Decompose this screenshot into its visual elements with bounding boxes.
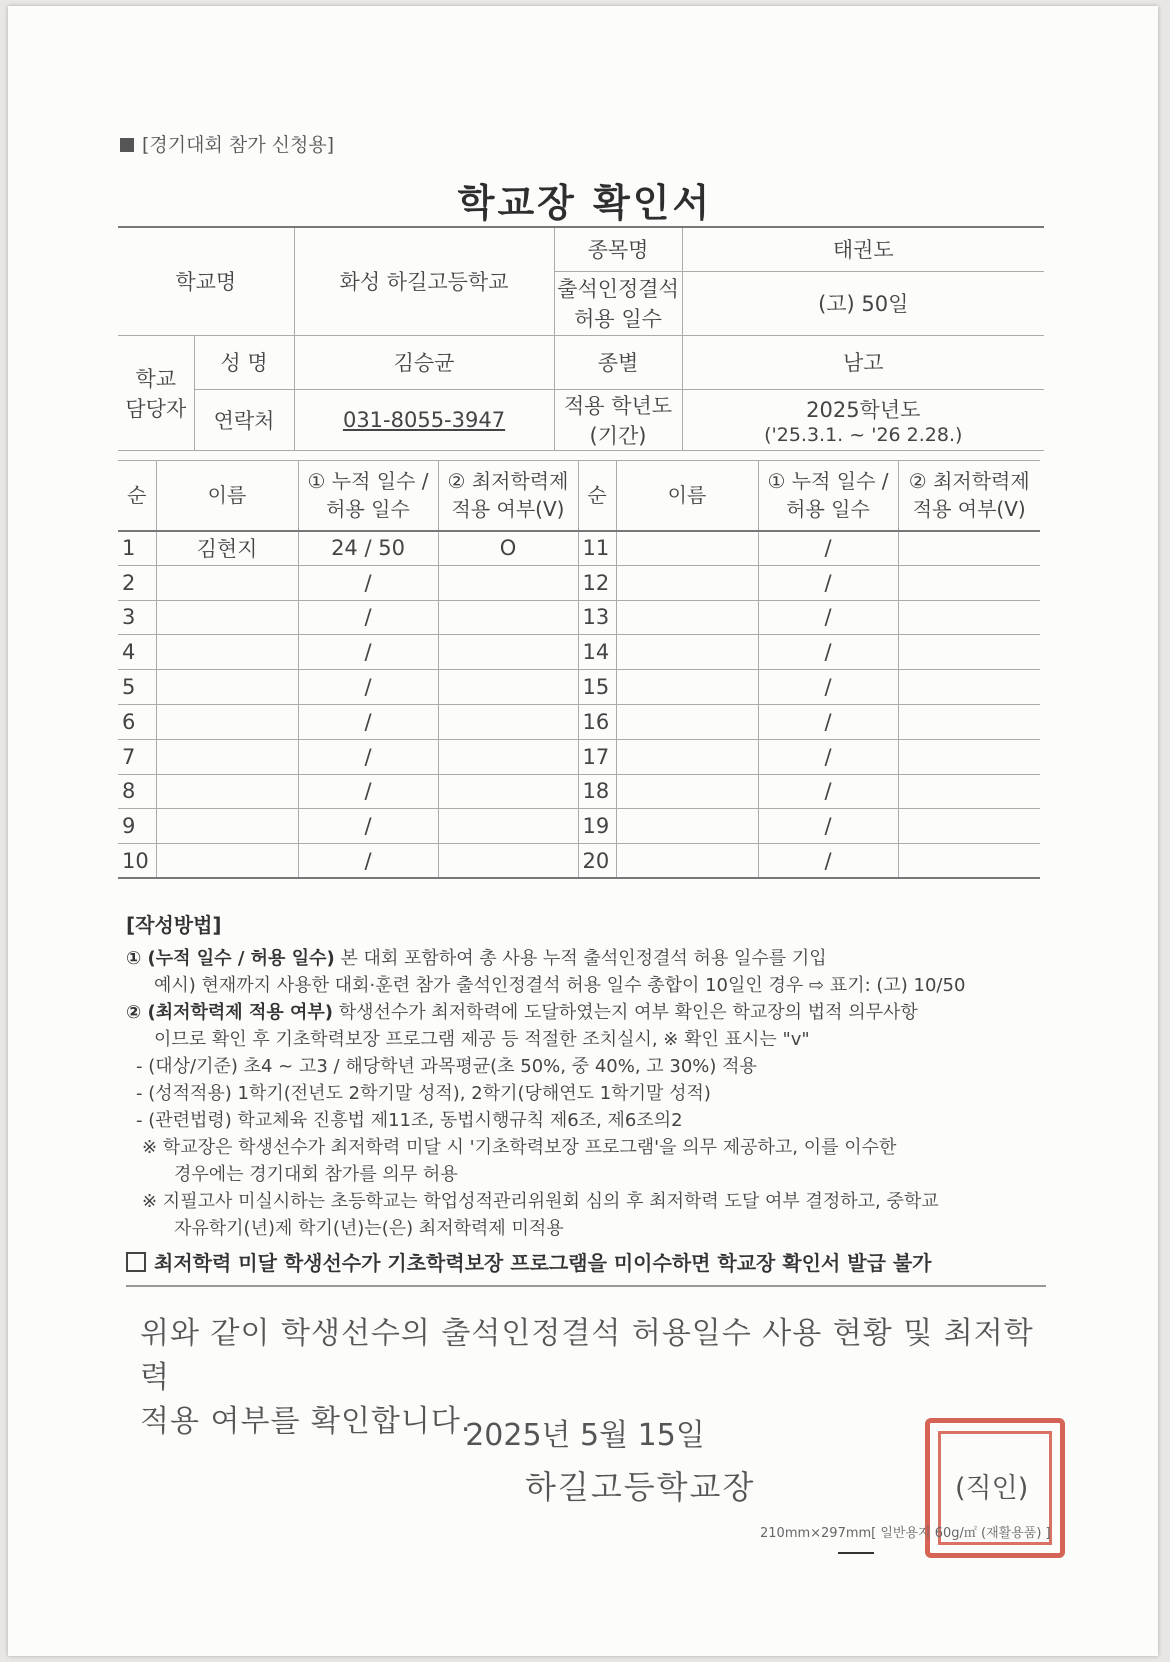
min-standard-cell xyxy=(438,635,578,670)
bullet-law: - (관련법령) 학교체육 진흥법 제11조, 동법시행규칙 제6조, 제6조의2 xyxy=(136,1110,683,1131)
student-name xyxy=(616,739,758,774)
bullet-target: - (대상/기준) 초4 ~ 고3 / 해당학년 과목평균(초 50%, 중 40%, 고 30%) 적용 xyxy=(136,1056,757,1077)
attend-value: (고) 50일 xyxy=(682,271,1044,335)
student-roster-table xyxy=(118,460,1040,879)
min-standard-cell xyxy=(438,739,578,774)
gender-label: 종별 xyxy=(554,335,682,389)
table-row xyxy=(118,739,1040,774)
name-label: 성 명 xyxy=(194,335,294,389)
school-label: 학교명 xyxy=(118,227,294,335)
year-label-line2: (기간) xyxy=(589,423,647,448)
row-no: 4 xyxy=(118,635,156,670)
min-standard-cell xyxy=(438,809,578,844)
form-tag xyxy=(120,130,334,157)
min-standard-cell xyxy=(898,704,1040,739)
name-value: 김승균 xyxy=(294,335,554,389)
student-name xyxy=(616,774,758,809)
student-name xyxy=(156,565,298,600)
min-standard-cell xyxy=(438,704,578,739)
min-standard-cell xyxy=(898,565,1040,600)
row-no: 5 xyxy=(118,670,156,705)
row-no: 12 xyxy=(578,565,616,600)
table-row xyxy=(118,774,1040,809)
student-name xyxy=(616,600,758,635)
col-min-line2: 적용 여부(V) xyxy=(912,497,1026,522)
days-cell: / xyxy=(758,809,898,844)
page-mark xyxy=(838,1552,874,1554)
gender-value: 남고 xyxy=(682,335,1044,389)
min-standard-cell xyxy=(438,670,578,705)
table-row xyxy=(118,565,1040,600)
student-name: 김현지 xyxy=(156,531,298,566)
remark-1a: ※ 학교장은 학생선수가 최저학력 미달 시 '기초학력보장 프로그램'을 의무 제공하고, 이를 이수한 xyxy=(142,1137,897,1158)
days-cell: / xyxy=(298,565,438,600)
note-1-text: 본 대회 포함하여 총 사용 누적 출석인정결석 허용 일수를 기입 xyxy=(334,948,827,969)
document-title: 학교장 확인서 xyxy=(457,181,713,225)
col-name-left: 이름 xyxy=(156,461,298,531)
student-name xyxy=(156,635,298,670)
days-cell: / xyxy=(758,600,898,635)
note-1-head: ① (누적 일수 / 허용 일수) xyxy=(126,948,335,969)
days-cell: / xyxy=(758,531,898,566)
student-name xyxy=(156,600,298,635)
student-name xyxy=(616,531,758,566)
col-no-left: 순 xyxy=(118,461,156,531)
note-1-example: 예시) 현재까지 사용한 대회·훈련 참가 출석인정결석 허용 일수 총합이 10일인 경우 ⇨ 표기: (고) 10/50 xyxy=(154,975,966,996)
attend-label-line1: 출석인정결석 xyxy=(557,277,679,301)
paper-spec-footer: 210mm×297mm[ 일반용지 60g/㎡ (재활용품) ] xyxy=(760,1526,1051,1541)
col-days-left xyxy=(298,461,438,531)
col-days-line1: ① 누적 일수 / xyxy=(767,469,889,494)
instructions xyxy=(126,912,1046,1287)
min-standard-cell xyxy=(898,670,1040,705)
note-2-text: 학생선수가 최저학력에 도달하였는지 여부 확인은 학교장의 법적 의무사항 xyxy=(332,1002,918,1023)
remark-1b: 경우에는 경기대회 참가를 의무 허용 xyxy=(174,1164,458,1185)
note-2 xyxy=(126,999,1046,1026)
student-name xyxy=(156,844,298,879)
row-no: 8 xyxy=(118,774,156,809)
days-cell: 24 / 50 xyxy=(298,531,438,566)
seal-label: (직인) xyxy=(955,1473,1029,1504)
year-value xyxy=(682,389,1044,450)
min-standard-cell xyxy=(898,809,1040,844)
student-name xyxy=(616,635,758,670)
col-days-line2: 허용 일수 xyxy=(786,497,870,522)
note-2-head: ② (최저학력제 적용 여부) xyxy=(126,1002,333,1023)
student-name xyxy=(616,670,758,705)
col-name-right: 이름 xyxy=(616,461,758,531)
table-row xyxy=(118,635,1040,670)
year-value-line1: 2025학년도 xyxy=(806,397,921,422)
confirmation-line2: 적용 여부를 확인합니다. xyxy=(140,1404,472,1439)
row-no: 2 xyxy=(118,565,156,600)
sport-label: 종목명 xyxy=(554,227,682,271)
checkbox-arrow-icon xyxy=(126,1252,146,1272)
row-no: 3 xyxy=(118,600,156,635)
attend-label xyxy=(554,271,682,335)
min-standard-cell xyxy=(438,774,578,809)
days-cell: / xyxy=(298,739,438,774)
issue-date: 2025년 5월 15일 xyxy=(465,1418,705,1453)
attend-label-line2: 허용 일수 xyxy=(574,307,662,331)
confirmation-line1: 위와 같이 학생선수의 출석인정결석 허용일수 사용 현황 및 최저학력 xyxy=(140,1316,1034,1395)
student-name xyxy=(156,670,298,705)
student-name xyxy=(616,704,758,739)
note-2-text2: 이므로 확인 후 기초학력보장 프로그램 제공 등 적절한 조치실시, ※ 확인 표시는 "v" xyxy=(154,1029,810,1050)
student-name xyxy=(616,565,758,600)
col-min-left xyxy=(438,461,578,531)
row-no: 17 xyxy=(578,739,616,774)
days-cell: / xyxy=(298,704,438,739)
days-cell: / xyxy=(758,774,898,809)
days-cell: / xyxy=(298,809,438,844)
row-no: 13 xyxy=(578,600,616,635)
days-cell: / xyxy=(758,844,898,879)
square-bullet-icon xyxy=(120,138,134,152)
row-no: 15 xyxy=(578,670,616,705)
student-name xyxy=(616,844,758,879)
min-standard-cell xyxy=(438,844,578,879)
staff-label-line2: 담당자 xyxy=(125,396,187,421)
col-days-line2: 허용 일수 xyxy=(326,497,410,522)
col-days-line1: ① 누적 일수 / xyxy=(307,469,429,494)
col-min-right xyxy=(898,461,1040,531)
table-row xyxy=(118,704,1040,739)
table-row xyxy=(118,600,1040,635)
year-value-line2: ('25.3.1. ~ '26 2.28.) xyxy=(764,423,963,446)
student-name xyxy=(156,809,298,844)
sport-value: 태권도 xyxy=(682,227,1044,271)
col-days-right xyxy=(758,461,898,531)
row-no: 11 xyxy=(578,531,616,566)
min-standard-cell xyxy=(438,565,578,600)
remark-2b: 자유학기(년)제 학기(년)는(은) 최저학력제 미적용 xyxy=(174,1218,564,1239)
student-name xyxy=(616,809,758,844)
contact-value-text: 031-8055-3947 xyxy=(342,407,506,432)
min-standard-cell: O xyxy=(438,531,578,566)
row-no: 9 xyxy=(118,809,156,844)
row-no: 18 xyxy=(578,774,616,809)
days-cell: / xyxy=(758,670,898,705)
min-standard-cell xyxy=(898,531,1040,566)
table-row xyxy=(118,809,1040,844)
table-row xyxy=(118,531,1040,566)
days-cell: / xyxy=(298,635,438,670)
table-row xyxy=(118,670,1040,705)
contact-label: 연락처 xyxy=(194,389,294,450)
instructions-title: [작성방법] xyxy=(126,913,222,937)
remark-2a: ※ 지필고사 미실시하는 초등학교는 학업성적관리위원회 심의 후 최저학력 도달 여부 결정하고, 중학교 xyxy=(142,1191,939,1212)
row-no: 16 xyxy=(578,704,616,739)
row-no: 19 xyxy=(578,809,616,844)
days-cell: / xyxy=(298,844,438,879)
staff-label xyxy=(118,335,194,450)
contact-value xyxy=(294,389,554,450)
days-cell: / xyxy=(758,565,898,600)
min-standard-cell xyxy=(438,600,578,635)
row-no: 1 xyxy=(118,531,156,566)
year-label xyxy=(554,389,682,450)
days-cell: / xyxy=(298,774,438,809)
min-standard-cell xyxy=(898,600,1040,635)
min-standard-cell xyxy=(898,635,1040,670)
bullet-grades: - (성적적용) 1학기(전년도 2학기말 성적), 2학기(당해연도 1학기말 성적) xyxy=(136,1083,711,1104)
row-no: 6 xyxy=(118,704,156,739)
days-cell: / xyxy=(758,635,898,670)
note-1 xyxy=(126,945,1046,972)
warning-text: 최저학력 미달 학생선수가 기초학력보장 프로그램을 미이수하면 학교장 확인서 발급 불가 xyxy=(154,1251,932,1275)
col-min-line1: ② 최저학력제 xyxy=(908,469,1030,494)
warning-line xyxy=(126,1250,1046,1287)
days-cell: / xyxy=(298,600,438,635)
min-standard-cell xyxy=(898,844,1040,879)
roster-body xyxy=(118,531,1040,879)
days-cell: / xyxy=(298,670,438,705)
student-name xyxy=(156,774,298,809)
row-no: 7 xyxy=(118,739,156,774)
col-no-right: 순 xyxy=(578,461,616,531)
col-min-line2: 적용 여부(V) xyxy=(451,497,565,522)
year-label-line1: 적용 학년도 xyxy=(563,393,673,418)
student-name xyxy=(156,739,298,774)
col-min-line1: ② 최저학력제 xyxy=(447,469,569,494)
table-row xyxy=(118,844,1040,879)
principal-title: 하길고등학교장 xyxy=(525,1468,756,1506)
school-value: 화성 하길고등학교 xyxy=(294,227,554,335)
min-standard-cell xyxy=(898,739,1040,774)
row-no: 14 xyxy=(578,635,616,670)
school-info-table xyxy=(118,226,1044,451)
row-no: 20 xyxy=(578,844,616,879)
student-name xyxy=(156,704,298,739)
min-standard-cell xyxy=(898,774,1040,809)
days-cell: / xyxy=(758,739,898,774)
days-cell: / xyxy=(758,704,898,739)
staff-label-line1: 학교 xyxy=(135,366,177,391)
form-tag-text: [경기대회 참가 신청용] xyxy=(142,134,335,156)
row-no: 10 xyxy=(118,844,156,879)
